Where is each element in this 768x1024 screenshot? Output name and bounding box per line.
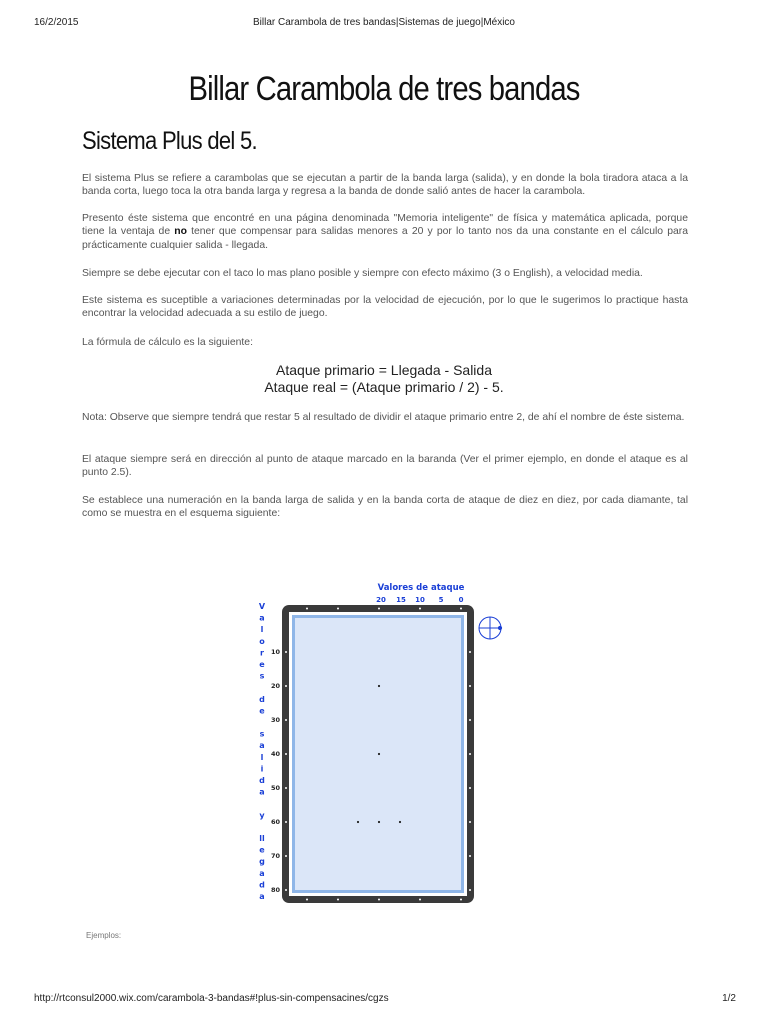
attack-value-label: 20 [376, 596, 386, 604]
billiard-table-diagram [250, 575, 550, 915]
print-date: 16/2/2015 [34, 17, 79, 28]
attack-values-title: Valores de ataque [377, 583, 465, 593]
attack-value-labels [376, 596, 463, 604]
exit-value-label: 80 [270, 886, 280, 894]
caption-letter: d [259, 776, 265, 785]
caption-letter: a [259, 892, 265, 901]
caption-letter: s [259, 729, 265, 739]
print-page-number: 1/2 [722, 993, 736, 1004]
cue-ball-english-icon [479, 617, 502, 639]
formula-line-2: Ataque real = (Ataque primario / 2) - 5. [264, 379, 504, 395]
attack-value-label: 10 [415, 596, 425, 604]
caption-letter: i [260, 764, 264, 774]
caption-letter: e [259, 660, 265, 669]
caption-letter: d [259, 694, 265, 704]
formula-block [0, 362, 768, 396]
caption-letter: r [260, 648, 264, 658]
paragraph-note: Nota: Observe que siempre tendrá que restar 5 al resultado de dividir el ataque primario entre 2, de ahí el nombre de éste sistema. [82, 412, 685, 423]
exit-value-label: 40 [270, 750, 280, 758]
caption-letter: a [259, 868, 265, 878]
caption-letter: ll [259, 834, 265, 843]
print-footer-url: http://rtconsul2000.wix.com/carambola-3-bandas#!plus-sin-compensacines/cgzs [34, 993, 389, 1004]
caption-letter: e [259, 706, 265, 716]
attack-value-label: 0 [458, 596, 464, 604]
paragraph-variations: Este sistema es suceptible a variaciones determinadas por la velocidad de ejecución, por lo que le sugerimos lo practique hasta encontrar la velocidad adecuada a su estilo de juego. [82, 295, 688, 320]
caption-letter: e [259, 845, 265, 855]
caption-letter: y [259, 810, 265, 820]
paragraph-attack-direction: El ataque siempre será en dirección al punto de ataque marcado en la baranda (Ver el primer ejemplo, en donde el ataque es al punto 2.5). [82, 454, 688, 479]
caption-letter: s [259, 671, 265, 681]
exit-value-label: 20 [270, 682, 280, 690]
attack-value-label: 15 [396, 596, 406, 604]
caption-letter: o [259, 636, 265, 646]
caption-letter: V [258, 602, 266, 611]
formula-line-1: Ataque primario = Llegada - Salida [276, 362, 492, 378]
exit-value-label: 50 [270, 784, 280, 792]
exit-value-labels [271, 648, 281, 894]
paragraph-formula-intro: La fórmula de cálculo es la siguiente: [82, 337, 253, 348]
paragraph-source-text-b: tener que compensar para salidas menores a 20 y por lo tanto nos da una constante en el cálculo para prácticamente cualquier salida - llegada. [82, 226, 688, 251]
paragraph-technique: Siempre se debe ejecutar con el taco lo mas plano posible y siempre con efecto máximo (3 o English), a velocidad media. [82, 268, 643, 279]
attack-value-label: 5 [438, 596, 444, 604]
exit-value-label: 60 [270, 818, 280, 826]
caption-letter: l [260, 752, 264, 762]
paragraph-source [82, 212, 688, 252]
paragraph-source-text-a: Presento éste sistema que encontré en una página denominada "Memoria inteligente" de física y matemática aplicada, porque tiene la ventaja de [82, 213, 688, 238]
exit-value-label: 70 [270, 852, 280, 860]
paragraph-numbering: Se establece una numeración en la banda larga de salida y en la banda corta de ataque de diez en diez, por cada diamante, tal como se muestra en el esquema siguiente: [82, 495, 688, 520]
emphasis-no: no [174, 226, 187, 238]
caption-letter: g [259, 857, 265, 867]
paragraph-intro: El sistema Plus se refiere a carambolas que se ejecutan a partir de la banda larga (salida), y en donde la bola tiradora ataca a la banda corta, luego toca la otra banda larga y regresa a la banda de donde salió antes de hacer la carambola. [82, 173, 688, 198]
caption-letter: a [259, 787, 265, 797]
exit-arrival-caption [259, 602, 266, 901]
print-header-title: Billar Carambola de tres bandas|Sistemas de juego|México [253, 17, 515, 28]
caption-letter: d [259, 880, 265, 890]
page-title: Billar Carambola de tres bandas [188, 70, 580, 108]
caption-letter: l [260, 625, 264, 635]
exit-value-label: 30 [270, 716, 280, 724]
caption-letter: a [259, 613, 265, 623]
caption-letter: a [259, 741, 265, 751]
examples-label: Ejemplos: [86, 931, 122, 940]
section-title: Sistema Plus del 5. [82, 127, 257, 155]
exit-value-label: 10 [270, 648, 280, 656]
